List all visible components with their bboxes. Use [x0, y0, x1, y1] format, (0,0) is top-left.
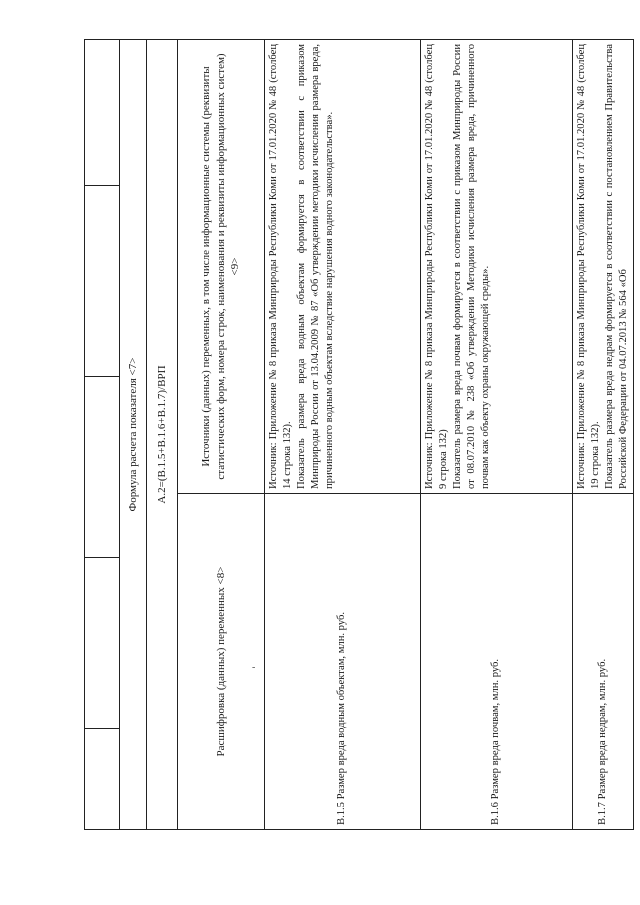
top-segment-2 — [85, 557, 119, 728]
source-note: Показатель размера вреда недрам формируется в соответствии с постановлением Правительства Российской Федерации от 04.07.2013 № 564 «Об — [604, 44, 630, 489]
top-empty-cell — [85, 40, 120, 830]
top-segment-1 — [85, 728, 119, 829]
top-empty-row — [85, 40, 120, 830]
table-row — [573, 40, 634, 830]
header-sources: Источники (данных) переменных, в том числе информационные системы (реквизиты статистических форм, номера строк, наименования и реквизиты информационных систем) <9> — [178, 40, 265, 494]
formula-title-row — [120, 40, 147, 830]
formula-expression: A.2=(B.1.5+B.1.6+B.1.7)/ВРП — [147, 40, 178, 830]
header-variables: Расшифровка (данных) переменных <8> — [178, 494, 265, 830]
source-note: Показатель размера вреда водным объектам формируется в соответствии с приказом Минприроды России от 13.04.2009 № 87 «Об утверждении методики исчисления размера вреда, причиненного водным объектам вследствие нарушения водного законодательства». — [296, 44, 336, 489]
table-row — [265, 40, 421, 830]
rotated-table-wrapper — [84, 40, 630, 830]
variable-cell: В.1.6 Размер вреда почвам, млн. руб. — [421, 494, 573, 830]
table-row — [421, 40, 573, 830]
top-empty-segments — [85, 40, 119, 829]
top-segment-5 — [85, 40, 119, 185]
source-reference: Источник: Приложение № 8 приказа Минприроды Республики Коми от 17.01.2020 № 48 (столбец 14 строка 132). — [268, 44, 294, 489]
source-cell — [421, 40, 573, 494]
top-segment-4 — [85, 185, 119, 376]
stray-mark: - — [252, 662, 256, 673]
source-reference: Источник: Приложение № 8 приказа Минприроды Республики Коми от 17.01.2020 № 48 (столбец 19 строка 132). — [576, 44, 602, 489]
variable-cell: В.1.7 Размер вреда недрам, млн. руб. — [573, 494, 634, 830]
formula-title: Формула расчета показателя <7> — [120, 40, 147, 830]
indicator-table — [84, 39, 634, 830]
variable-cell: В.1.5 Размер вреда водным объектам, млн. руб. — [265, 494, 421, 830]
source-cell — [573, 40, 634, 494]
column-header-row — [178, 40, 265, 830]
source-note: Показатель размера вреда почвам формируется в соответствии с приказом Минприроды России от 08.07.2010 № 238 «Об утверждении Методики исчисления размера вреда, причиненного почвам как объекту охраны окружающей среды». — [452, 44, 492, 489]
top-segment-3 — [85, 376, 119, 557]
source-cell — [265, 40, 421, 494]
source-reference: Источник: Приложение № 8 приказа Минприроды Республики Коми от 17.01.2020 № 48 (столбец 9 строка 132) — [424, 44, 450, 489]
formula-row — [147, 40, 178, 830]
